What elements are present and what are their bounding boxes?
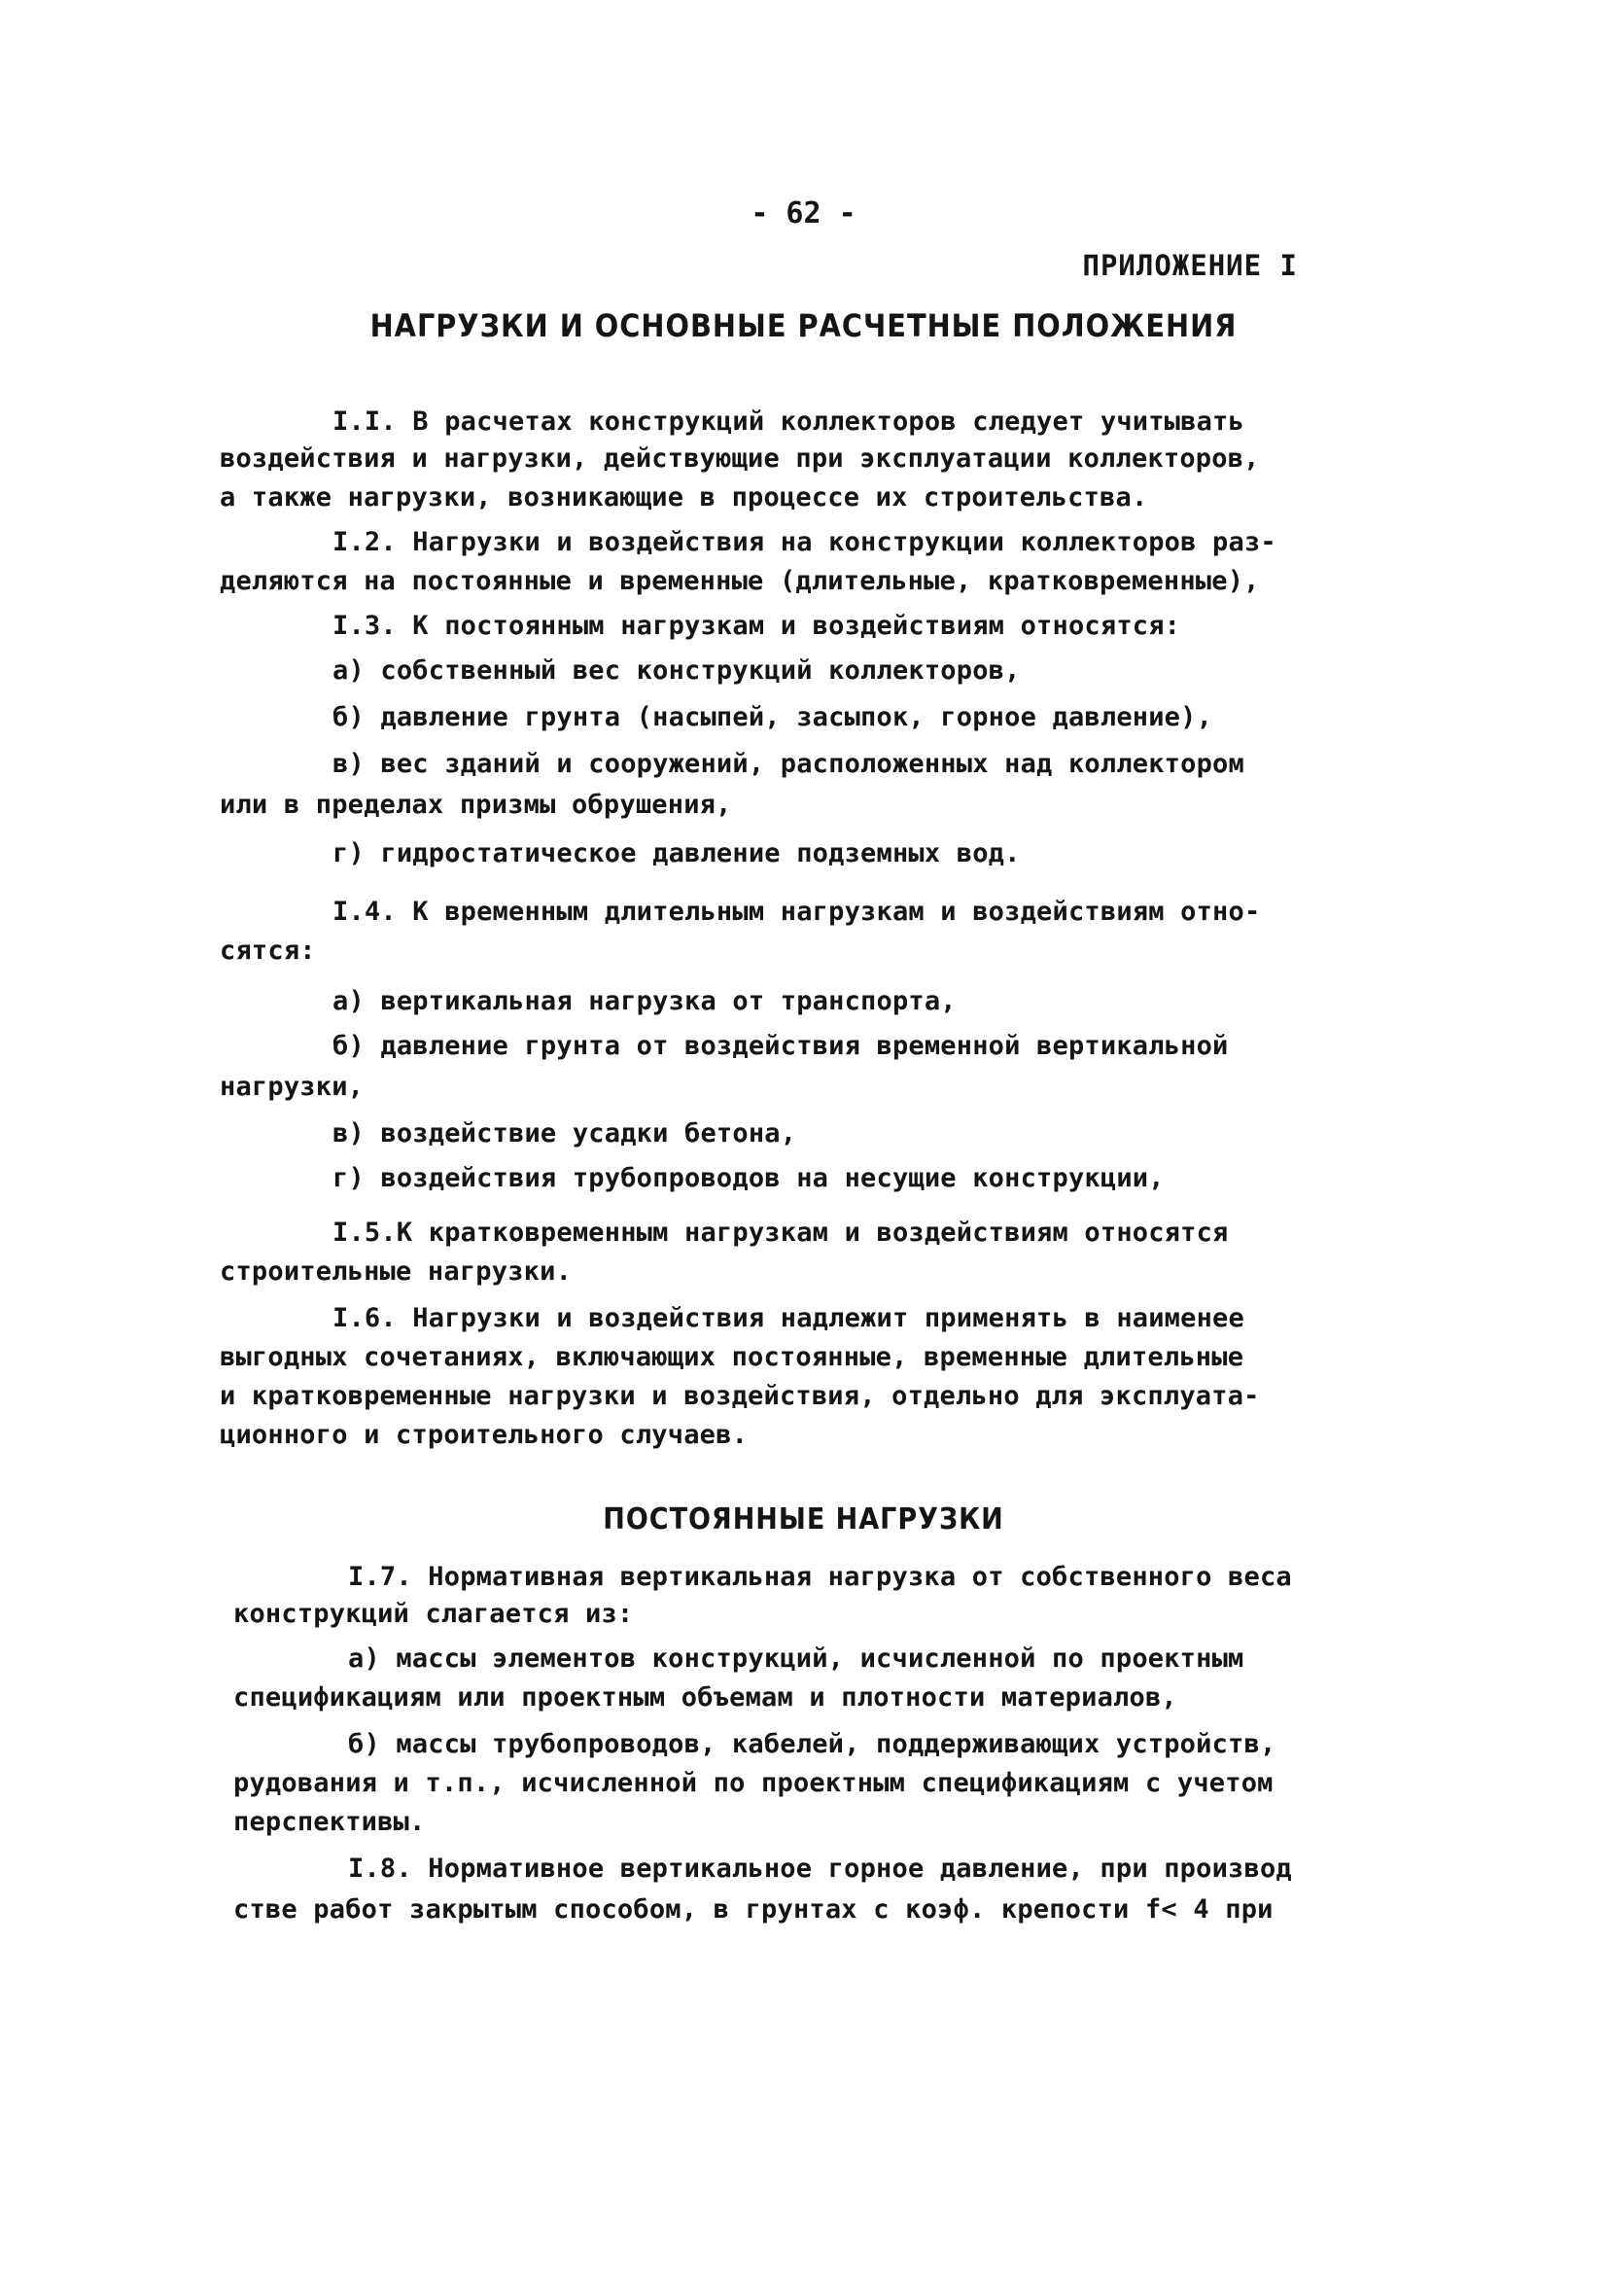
text-line: сятся: [220,936,316,966]
text-line: а) массы элементов конструкций, исчисленной по проектным [348,1643,1244,1674]
text-line: выгодных сочетаниях, включающих постоянные, временные длительные [220,1342,1244,1372]
text-line: нагрузки, [220,1072,365,1102]
section-title: ПОСТОЯННЫЕ НАГРУЗКИ [603,1502,1004,1537]
text-line: г) гидростатическое давление подземных вод. [332,838,1021,868]
text-line: а) вертикальная нагрузка от транспорта, [332,986,957,1016]
text-line: рудования и т.п., исчисленной по проектным спецификациям с учетом [233,1768,1274,1798]
text-line: стве работ закрытым способом, в грунтах с коэф. крепости f< 4 при [233,1894,1274,1925]
appendix-label: ПРИЛОЖЕНИЕ I [1082,249,1298,282]
text-line: I.5.К кратковременным нагрузкам и воздействиям относятся [332,1218,1229,1248]
document-title: НАГРУЗКИ И ОСНОВНЫЕ РАСЧЕТНЫЕ ПОЛОЖЕНИЯ [369,307,1238,344]
text-line: строительные нагрузки. [220,1256,573,1287]
text-line: в) воздействие усадки бетона, [332,1118,797,1148]
text-line: I.7. Нормативная вертикальная нагрузка от собственного веса [348,1562,1292,1592]
text-line: I.4. К временным длительным нагрузкам и воздействиям отно- [332,897,1261,927]
text-line: ционного и строительного случаев. [220,1420,749,1450]
text-line: и кратковременные нагрузки и воздействия, отдельно для эксплуата- [220,1381,1260,1411]
text-line: деляются на постоянные и временные (длительные, кратковременные), [220,566,1260,596]
page-number: - 62 - [751,196,856,230]
text-line: или в пределах призмы обрушения, [220,790,732,820]
text-line: б) давление грунта от воздействия временной вертикальной [332,1031,1229,1061]
text-line: б) давление грунта (насыпей, засыпок, горное давление), [332,702,1213,732]
text-line: I.I. В расчетах конструкций коллекторов следует учитывать [332,406,1244,437]
text-line: конструкций слагается из: [233,1599,634,1629]
text-line: I.3. К постоянным нагрузкам и воздействиям относятся: [332,611,1181,641]
text-line: спецификациям или проектным объемам и плотности материалов, [233,1682,1177,1713]
text-line: I.8. Нормативное вертикальное горное давление, при производ [348,1854,1292,1884]
text-line: в) вес зданий и сооружений, расположенных над коллектором [332,749,1244,779]
text-line: б) массы трубопроводов, кабелей, поддерживающих устройств, [348,1729,1276,1759]
text-line: а также нагрузки, возникающие в процессе их строительства. [220,482,1148,512]
text-line: г) воздействия трубопроводов на несущие конструкции, [332,1163,1165,1193]
text-line: воздействия и нагрузки, действующие при эксплуатации коллекторов, [220,443,1260,474]
text-line: перспективы. [233,1807,426,1837]
text-line: I.2. Нагрузки и воздействия на конструкции коллекторов раз- [332,527,1276,557]
text-line: I.6. Нагрузки и воздействия надлежит применять в наименее [332,1303,1244,1333]
text-line: а) собственный вес конструкций коллекторов, [332,655,1021,686]
